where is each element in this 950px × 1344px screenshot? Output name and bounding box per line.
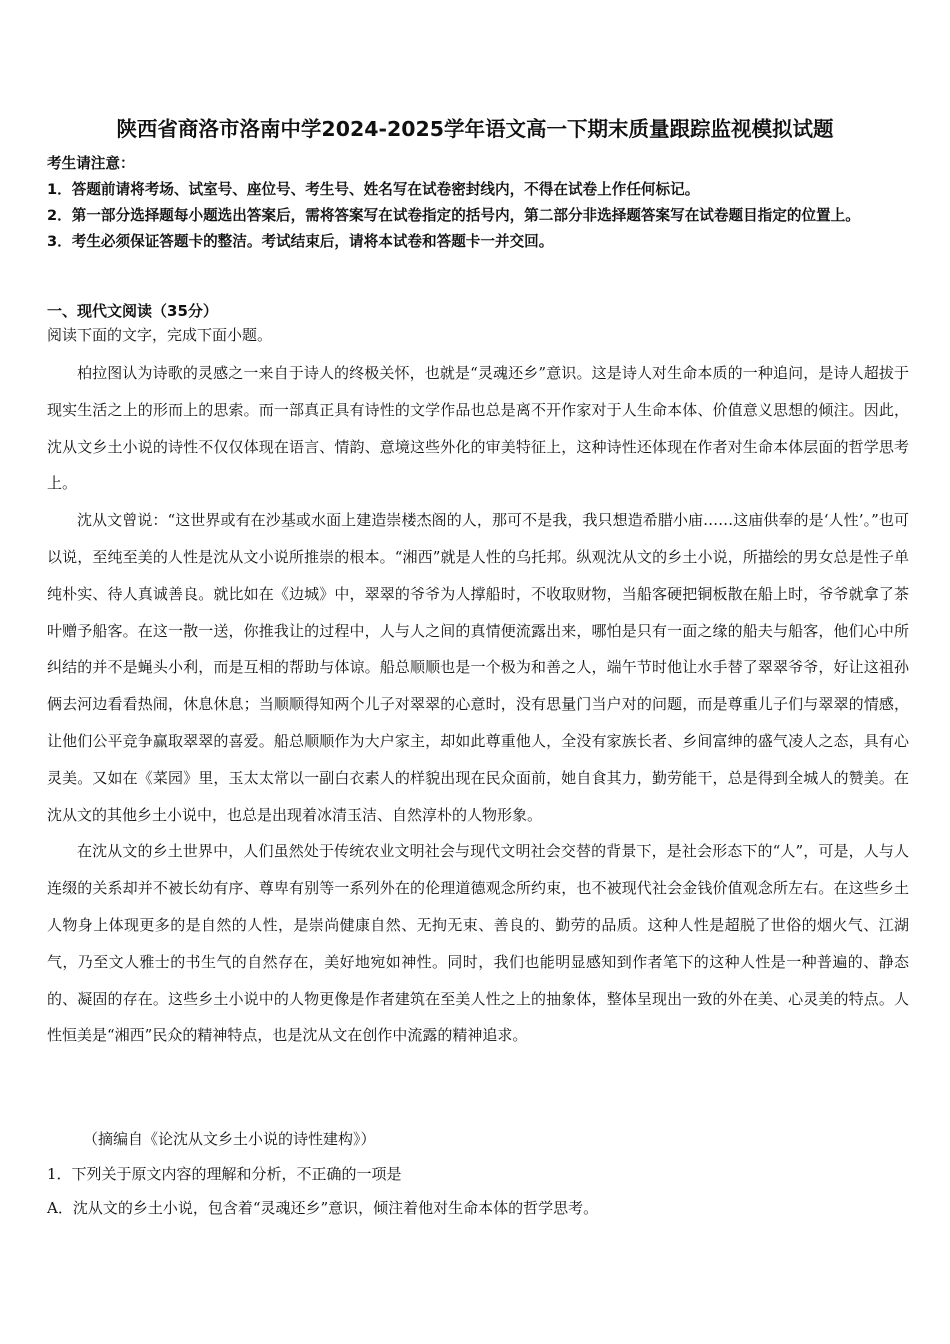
notice-heading: 考生请注意： [47, 155, 135, 172]
notice-item: 2．第一部分选择题每小题选出答案后，需将答案写在试卷指定的括号内，第二部分非选择题答案写在试卷题目指定的位置上。 [47, 207, 860, 224]
passage-paragraph: 在沈从文的乡土世界中，人们虽然处于传统农业文明社会与现代文明社会交替的背景下，是社会形态下的“人”，可是，人与人连缀的关系却并不被长幼有序、尊卑有别等一系列外在的伦理道德观念所约束，也不被现代社会金钱价值观念所左右。在这些乡土人物身上体现更多的是自然的人性，是崇尚健康自然、无拘无束、善良的、勤劳的品质。这种人性是超脱了世俗的烟火气、江湖气，乃至文人雅士的书生气的自然存在，美好地宛如神性。同时，我们也能明显感知到作者笔下的这种人性是一种普遍的、静态的、凝固的存在。这些乡土小说中的人物更像是作者建筑在至美人性之上的抽象体，整体呈现出一致的外在美、心灵美的特点。人性恒美是“湘西”民众的精神特点，也是沈从文在创作中流露的精神追求。 [47, 842, 909, 1045]
question-option-a: A．沈从文的乡土小说，包含着“灵魂还乡”意识，倾注着他对生命本体的哲学思考。 [47, 1199, 599, 1217]
reading-passage [47, 355, 909, 1054]
notice-item: 3．考生必须保证答题卡的整洁。考试结束后，请将本试卷和答题卡一并交回。 [47, 233, 554, 250]
section-intro: 阅读下面的文字，完成下面小题。 [47, 326, 273, 344]
notice-block [47, 151, 907, 255]
notice-item: 1．答题前请将考场、试室号、座位号、考生号、姓名写在试卷密封线内，不得在试卷上作任何标记。 [47, 181, 700, 198]
passage-paragraph: 沈从文曾说：“这世界或有在沙基或水面上建造崇楼杰阁的人，那可不是我，我只想造希腊小庙……这庙供奉的是‘人性’。”也可以说，至纯至美的人性是沈从文小说所推崇的根本。“湘西”就是人性的乌托邦。纵观沈从文的乡土小说，所描绘的男女总是性子单纯朴实、待人真诚善良。就比如在《边城》中，翠翠的爷爷为人撑船时，不收取财物，当船客硬把铜板散在船上时，爷爷就拿了茶叶赠予船客。在这一散一送，你推我让的过程中，人与人之间的真情便流露出来，哪怕是只有一面之缘的船夫与船客，他们心中所纠结的并不是蝇头小利，而是互相的帮助与体谅。船总顺顺也是一个极为和善之人，端午节时他让水手替了翠翠爷爷，好让这祖孙俩去河边看看热闹，休息休息；当顺顺得知两个儿子对翠翠的心意时，没有思量门当户对的问题，而是尊重儿子们与翠翠的情感，让他们公平竞争赢取翠翠的喜爱。船总顺顺作为大户家主，却如此尊重他人，全没有家族长者、乡间富绅的盛气凌人之态，具有心灵美。又如在《菜园》里，玉太太常以一副白衣素人的样貌出现在民众面前，她自食其力，勤劳能干，总是得到全城人的赞美。在沈从文的其他乡土小说中，也总是出现着冰清玉洁、自然淳朴的人物形象。 [47, 511, 909, 824]
exam-title: 陕西省商洛市洛南中学2024-2025学年语文高一下期末质量跟踪监视模拟试题 [116, 117, 834, 141]
section-heading: 一、现代文阅读（35分） [47, 302, 218, 320]
question-stem: 1．下列关于原文内容的理解和分析，不正确的一项是 [47, 1165, 402, 1183]
passage-paragraph: 柏拉图认为诗歌的灵感之一来自于诗人的终极关怀，也就是“灵魂还乡”意识。这是诗人对生命本质的一种追问，是诗人超拔于现实生活之上的形而上的思索。而一部真正具有诗性的文学作品也总是离不开作家对于人生命本体、价值意义思想的倾注。因此，沈从文乡土小说的诗性不仅仅体现在语言、情韵、意境这些外化的审美特征上，这种诗性还体现在作者对生命本体层面的哲学思考上。 [47, 364, 909, 493]
passage-source: （摘编自《论沈从文乡土小说的诗性建构》） [83, 1130, 376, 1148]
